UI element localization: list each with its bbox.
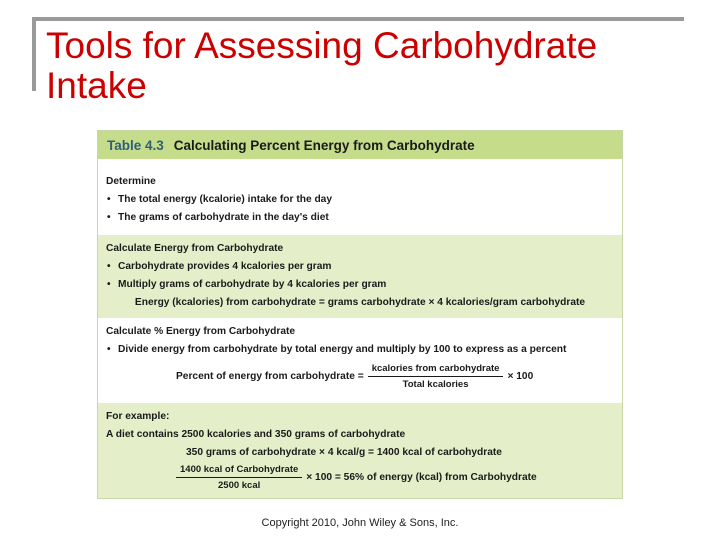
fraction-numerator: kcalories from carbohydrate (368, 363, 504, 377)
example-fraction (176, 464, 302, 491)
fraction-numerator: 1400 kcal of Carbohydrate (176, 464, 302, 478)
percent-fraction (368, 363, 504, 390)
example-calc: 350 grams of carbohydrate × 4 kcal/g = 1400 kcal of carbohydrate (186, 447, 502, 458)
example-intro: A diet contains 2500 kcalories and 350 grams of carbohydrate (106, 429, 406, 440)
example-result-text: × 100 = 56% of energy (kcal) from Carbohydrate (306, 472, 537, 483)
example-section (98, 403, 622, 499)
example-heading: For example: (106, 411, 170, 422)
determine-section (98, 160, 622, 235)
table-number: Table 4.3 (107, 137, 164, 153)
determine-bullet: • The total energy (kcalorie) intake for the day (106, 191, 614, 209)
nutrition-table (97, 130, 623, 499)
energy-bullet: • Carbohydrate provides 4 kcalories per gram (106, 258, 614, 276)
percent-bullet: • Divide energy from carbohydrate by total energy and multiply by 100 to express as a percent (106, 341, 614, 359)
copyright-notice: Copyright 2010, John Wiley & Sons, Inc. (261, 517, 459, 529)
percent-multiplier: × 100 (507, 371, 534, 382)
percent-formula (176, 363, 614, 390)
title-rule-vertical (32, 17, 36, 91)
table-title: Calculating Percent Energy from Carbohydrate (173, 137, 475, 153)
energy-formula: Energy (kcalories) from carbohydrate = grams carbohydrate × 4 kcalories/gram carbohydrate (134, 297, 586, 308)
percent-heading: Calculate % Energy from Carbohydrate (106, 326, 296, 337)
determine-heading: Determine (106, 176, 156, 187)
energy-bullet: • Multiply grams of carbohydrate by 4 kcalories per gram (106, 276, 614, 294)
title-rule-horizontal (32, 17, 684, 21)
energy-heading: Calculate Energy from Carbohydrate (106, 243, 284, 254)
fraction-denominator: 2500 kcal (218, 480, 261, 491)
percent-formula-label: Percent of energy from carbohydrate = (176, 371, 364, 382)
table-header (98, 131, 622, 160)
percent-section (98, 318, 622, 403)
slide-title: Tools for Assessing Carbohydrate Intake (46, 25, 598, 106)
fraction-denominator: Total kcalories (402, 379, 469, 390)
example-result (172, 464, 614, 491)
determine-bullet: • The grams of carbohydrate in the day's diet (106, 209, 614, 227)
energy-section (98, 235, 622, 318)
